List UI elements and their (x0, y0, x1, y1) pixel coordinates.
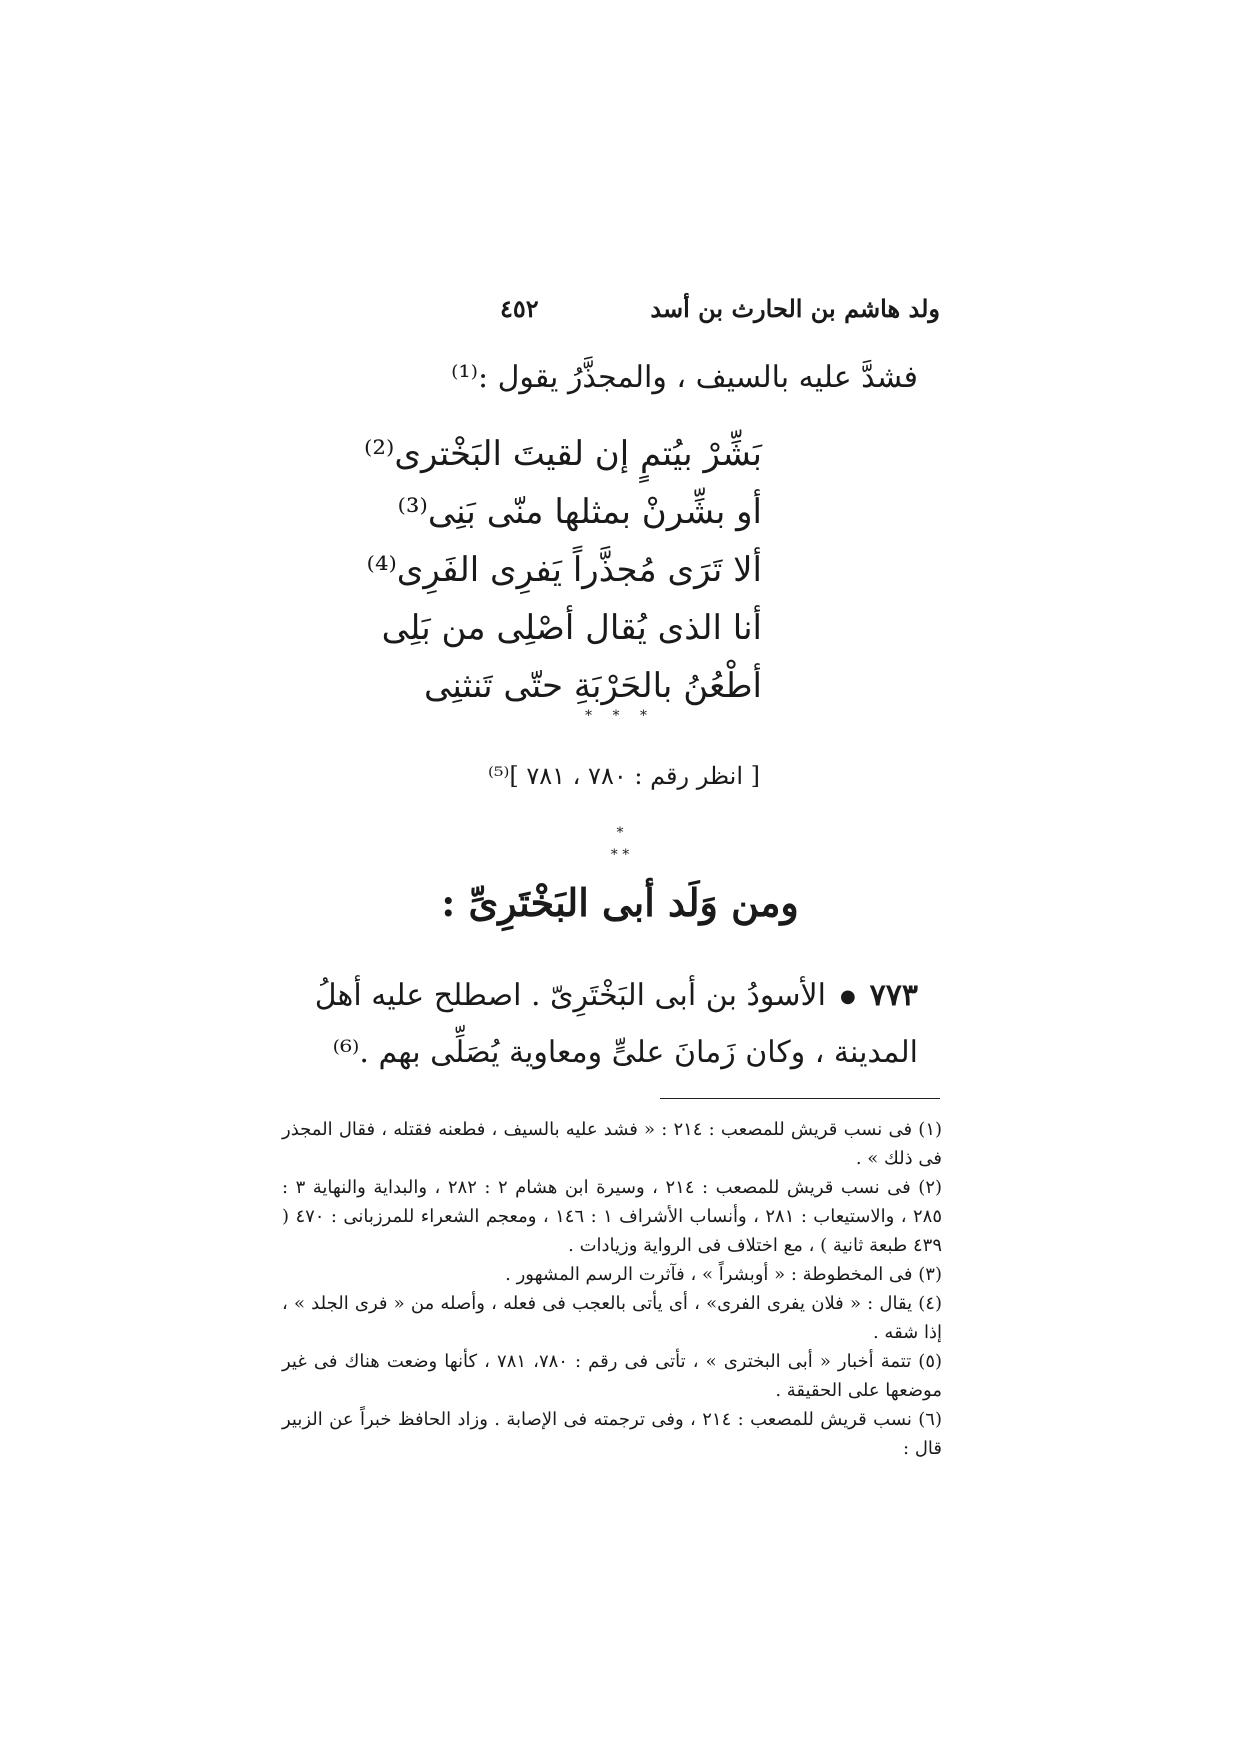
running-header (500, 288, 940, 328)
footnote-2: (٢) فى نسب قريش للمصعب : ٢١٤ ، وسيرة ابن هشام ٢ : ٢٨٢ ، والبداية والنهاية ٣ : ٢٨٥ ، والاستيعاب : ٢٨١ ، وأنساب الأشراف ١ : ١٤٦ ، ومعجم الشعراء للمرزبانى : ٤٧٠ ( ٤٣٩ طبعة ثانية ) ، مع اختلاف فى الرواية وزيادات . (282, 1177, 943, 1256)
intro-line: فشدَّ عليه بالسيف ، والمجذَّرُ يقول :⁽¹⁾ (451, 360, 918, 395)
asterism-top: * (616, 825, 624, 841)
poem-verse: أنا الذى يُقال أصْلِى من بَلِى (381, 608, 762, 648)
footnotes (282, 1115, 942, 1463)
footnote-6: (٦) نسب قريش للمصعب : ٢١٤ ، وفى ترجمته فى الإصابة . وزاد الحافظ خبراً عن الزبير قال : (282, 1409, 942, 1459)
page-number: ٤٥٢ (500, 293, 539, 323)
asterism-bottom: * * (610, 847, 630, 863)
running-title: ولد هاشم بن الحارث بن أسد (650, 293, 940, 323)
section-title: ومن وَلَد أبى البَخْتَرِىِّ : (441, 880, 799, 925)
entry-text: الأسودُ بن أبى البَخْتَرِىّ . اصطلح عليه أهلُ المدينة ، وكان زَمانَ علىٍّ ومعاوية يُصَلِّى بهم .⁽⁶⁾ (314, 978, 918, 1070)
asterism-ornament (580, 822, 660, 866)
cross-reference: [ انظر رقم : ٧٨٠ ، ٧٨١ ]⁽⁵⁾ (487, 762, 760, 790)
poem-verse: أو بشِّرنْ بمثلها منّى بَنِى⁽³⁾ (397, 492, 762, 532)
poem-verse: بَشِّرْ بيُتمٍ إن لقيتَ البَخْترى⁽²⁾ (363, 434, 762, 474)
bullet-icon: ● (839, 986, 856, 1007)
footnote-separator (660, 1098, 940, 1099)
footnote-4: (٤) يقال : « فلان يفرى الفرى» ، أى يأتى بالعجب فى فعله ، وأصله من « فرى الجلد » ، إذا شقه . (282, 1293, 942, 1343)
star-separator: * * * (585, 708, 655, 724)
poem-verse: أطْعُنُ بالحَرْبَةِ حتّى تَنثنِى (424, 666, 762, 706)
footnote-3: (٣) فى المخطوطة : « أوبشراً » ، فآثرت الرسم المشهور . (505, 1264, 942, 1285)
entry-773 (288, 968, 918, 1081)
entry-number: ٧٧٣ (869, 978, 918, 1013)
poem-verse: ألا تَرَى مُجذَّراً يَفرِى الفَرِى⁽⁴⁾ (366, 550, 762, 590)
footnote-1: (١) فى نسب قريش للمصعب : ٢١٤ : « فشد عليه بالسيف ، فطعنه فقتله ، فقال المجذر فى ذلك » . (282, 1119, 943, 1169)
footnote-5: (٥) تتمة أخبار « أبى البخترى » ، تأتى فى رقم : ٧٨٠، ٧٨١ ، كأنها وضعت هناك فى غير موضعها على الحقيقة . (282, 1351, 943, 1401)
poem (342, 425, 762, 715)
